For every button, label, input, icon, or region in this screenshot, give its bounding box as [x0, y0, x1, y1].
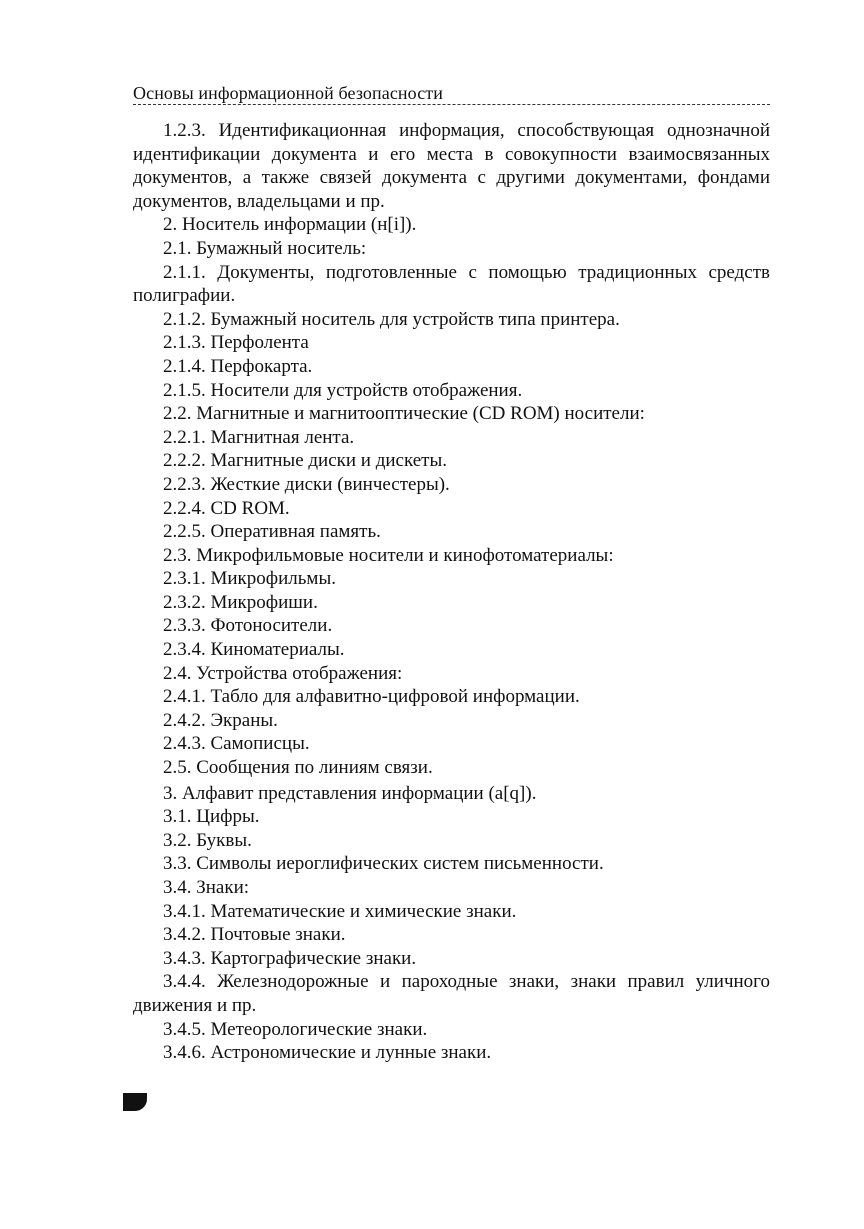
running-header: Основы информационной безопасности: [133, 83, 444, 103]
item-3-4-1: 3.4.1. Математические и химические знаки.: [163, 900, 517, 922]
item-3-4-5: 3.4.5. Метеорологические знаки.: [163, 1018, 428, 1040]
item-2-1-4: 2.1.4. Перфокарта.: [163, 355, 313, 377]
paragraph-3-4-4: 3.4.4. Железнодорожные и пароходные знаки, знаки правил уличного движения и пр.: [133, 971, 770, 1016]
paragraph-2-1-1: 2.1.1. Документы, подготовленные с помощью традиционных средств полиграфии.: [133, 261, 770, 307]
body-text: [133, 119, 770, 1065]
item-2-4-2: 2.4.2. Экраны.: [163, 709, 278, 731]
page-corner-mark: [123, 1093, 147, 1111]
header-rule: [133, 104, 770, 105]
item-2-4: 2.4. Устройства отображения:: [163, 662, 403, 684]
item-2-3-2: 2.3.2. Микрофиши.: [163, 591, 318, 613]
item-3-2: 3.2. Буквы.: [163, 829, 252, 851]
paragraph-1-2-3: 1.2.3. Идентификационная информация, способствующая однозначной идентификации документа и его места в совокупности взаимосвязанных документов, а также связей документа с другими документами, фондами документов, владельцами и пр.: [133, 120, 770, 212]
item-2-1-5: 2.1.5. Носители для устройств отображения.: [163, 379, 523, 401]
item-2-3-4: 2.3.4. Киноматериалы.: [163, 639, 345, 661]
item-3-1: 3.1. Цифры.: [163, 806, 260, 828]
item-3-4-6: 3.4.6. Астрономические и лунные знаки.: [163, 1042, 492, 1064]
item-2-2-3: 2.2.3. Жесткие диски (винчестеры).: [163, 473, 450, 495]
item-2-4-3: 2.4.3. Самописцы.: [163, 733, 310, 755]
item-2-2-1: 2.2.1. Магнитная лента.: [163, 426, 355, 448]
item-2-2-2: 2.2.2. Магнитные диски и дискеты.: [163, 450, 447, 472]
item-3-4-3: 3.4.3. Картографические знаки.: [163, 947, 417, 969]
item-3-4-2: 3.4.2. Почтовые знаки.: [163, 924, 346, 946]
item-2-2-5: 2.2.5. Оперативная память.: [163, 521, 381, 543]
item-3-3: 3.3. Символы иероглифических систем письменности.: [163, 853, 604, 875]
item-2: 2. Носитель информации (н[i]).: [163, 214, 417, 236]
item-2-1: 2.1. Бумажный носитель:: [163, 237, 367, 259]
item-2-3-3: 2.3.3. Фотоносители.: [163, 615, 333, 637]
item-2-1-3: 2.1.3. Перфолента: [163, 332, 309, 354]
item-2-1-2: 2.1.2. Бумажный носитель для устройств типа принтера.: [163, 308, 620, 330]
item-2-5: 2.5. Сообщения по линиям связи.: [163, 757, 433, 779]
item-2-2: 2.2. Магнитные и магнитооптические (CD ROM) носители:: [163, 403, 645, 425]
item-3-4: 3.4. Знаки:: [163, 877, 250, 898]
item-3: 3. Алфавит представления информации (a[q]).: [163, 782, 537, 804]
item-2-3-1: 2.3.1. Микрофильмы.: [163, 568, 336, 590]
item-2-3: 2.3. Микрофильмовые носители и кинофотоматериалы:: [163, 544, 614, 566]
item-2-4-1: 2.4.1. Табло для алфавитно-цифровой информации.: [163, 686, 580, 708]
item-2-2-4: 2.2.4. CD ROM.: [163, 497, 290, 519]
